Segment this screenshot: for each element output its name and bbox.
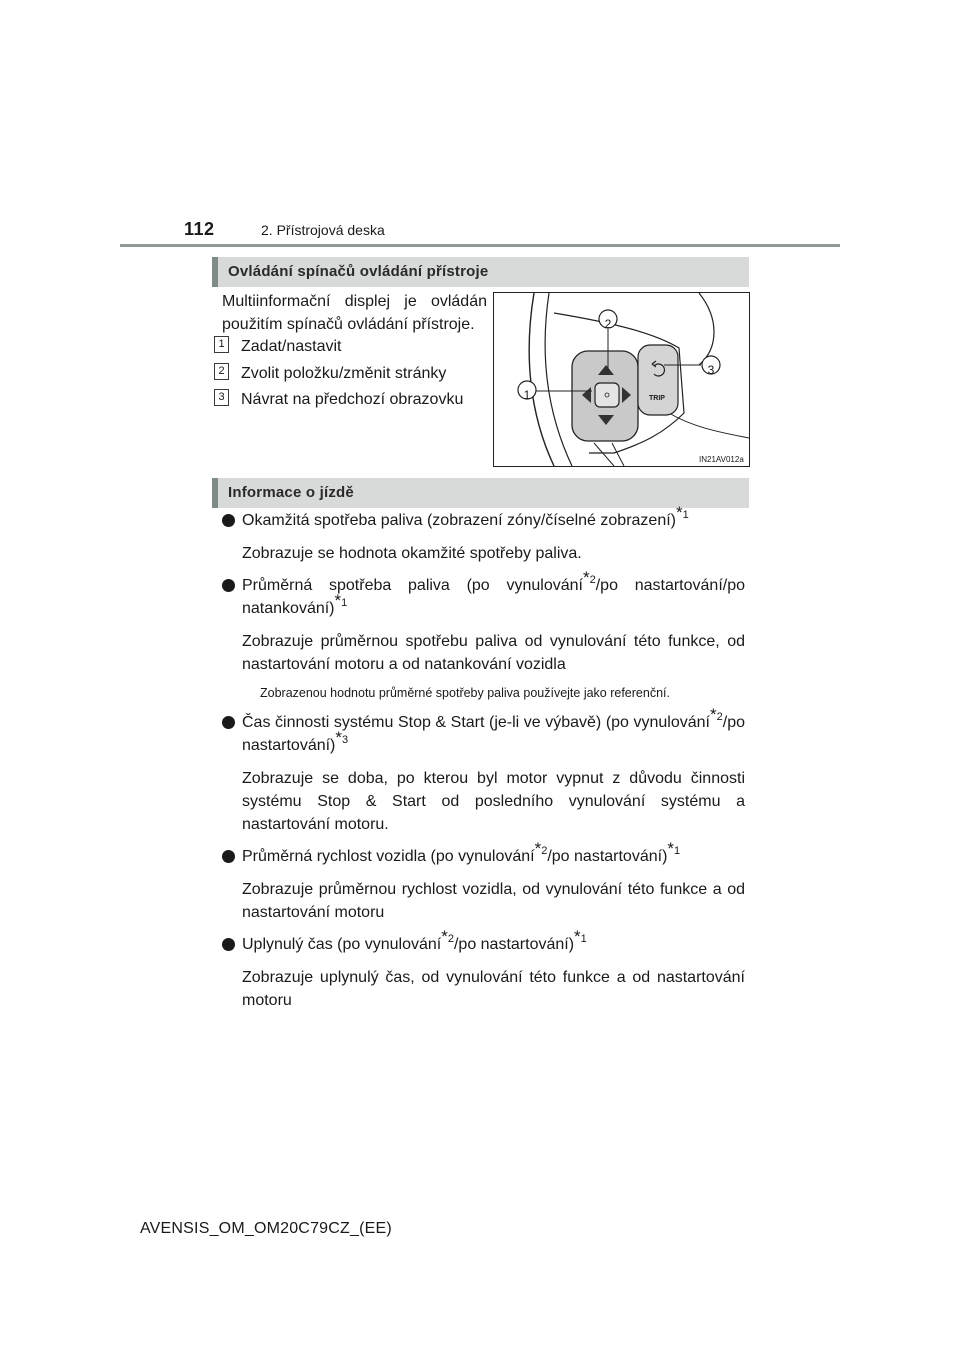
bullet-icon — [222, 579, 235, 592]
figure-callout-3: 3 — [707, 363, 715, 377]
section-heading-instrument-switches — [212, 257, 749, 287]
page-number: 112 — [184, 219, 215, 239]
bullet-description: Zobrazuje se doba, po kterou byl motor vypnut z důvodu činnosti systému Stop & Start od posledního vynulování systému a nastartování motoru. — [242, 770, 745, 833]
bullet-description: Zobrazuje se hodnota okamžité spotřeby paliva. — [242, 545, 582, 562]
bullet-description: Zobrazuje uplynulý čas, od vynulování této funkce a od nastartování motoru — [242, 969, 745, 1009]
list-item-instant-fuel: Okamžitá spotřeba paliva (zobrazení zóny/číselné zobrazení)$^{*1}$ Zobrazuje se hodnota okamžité spotřeby paliva. — [222, 509, 745, 565]
figure-callout-2: 2 — [604, 317, 612, 331]
figure-code: IN21AV012a — [699, 455, 744, 464]
steering-switch-drawing — [494, 293, 749, 466]
bullet-description: Zobrazuje průměrnou spotřebu paliva od vynulování této funkce, od nastartování motoru a od natankování vozidla — [242, 633, 745, 673]
enter-button — [595, 383, 619, 407]
item-label: Návrat na předchozí obrazovku — [241, 391, 464, 408]
document-code: AVENSIS_OM_OM20C79CZ_(EE) — [140, 1220, 392, 1237]
list-item-average-speed: Průměrná rychlost vozidla (po vynulování$^{*2}$/po nastartování)$^{*1}$ Zobrazuje průměrnou rychlost vozidla, od vynulování této funkce a od nastartování motoru — [222, 845, 745, 924]
trip-info-list — [222, 502, 746, 1021]
chapter-title: 2. Přístrojová deska — [261, 222, 385, 238]
bullet-title: Průměrná rychlost vozidla (po vynulování — [242, 848, 535, 865]
bullet-title: Okamžitá spotřeba paliva (zobrazení zóny/číselné zobrazení) — [242, 512, 676, 529]
bullet-title: Čas činnosti systému Stop & Start (je-li ve výbavě) (po vynulování — [242, 714, 710, 731]
bullet-title: Uplynulý čas (po vynulování — [242, 936, 442, 953]
figure-callout-1: 1 — [523, 388, 531, 402]
intro-text: Multiinformační displej je ovládán použitím spínačů ovládání přístroje. — [222, 293, 487, 333]
section-title: Ovládání spínačů ovládání přístroje — [228, 263, 489, 280]
bullet-title: Průměrná spotřeba paliva (po vynulování — [242, 577, 583, 594]
list-item-average-fuel: Průměrná spotřeba paliva (po vynulování$^{*2}$/po nastartování/po natankování)$^{*1}$ Zobrazuje průměrnou spotřebu paliva od vynulování této funkce, od nastartování motoru a od natankování vozidla Zobrazenou hodnotu průměrné spotřeby paliva používejte jako referenční. — [222, 574, 745, 702]
bullet-icon — [222, 938, 235, 951]
bullet-icon — [222, 514, 235, 527]
item-label: Zadat/nastavit — [241, 338, 342, 355]
numbered-item-3 — [214, 390, 463, 410]
bullet-icon — [222, 850, 235, 863]
section-heading-trip-information — [212, 478, 749, 508]
bullet-icon — [222, 716, 235, 729]
numbered-item-1 — [214, 337, 342, 357]
trip-button-label: TRIP — [649, 395, 665, 402]
callout-number: 2 — [214, 363, 229, 380]
numbered-item-2 — [214, 364, 446, 384]
header-rule — [120, 244, 840, 247]
list-item-stop-start-time: Čas činnosti systému Stop & Start (je-li ve výbavě) (po vynulování$^{*2}$/po nastartování)$^{*3}$ Zobrazuje se doba, po kterou byl motor vypnut z důvodu činnosti systému Stop & Start od posledního vynulování systému a nastartování motoru. — [222, 711, 745, 836]
callout-number: 1 — [214, 336, 229, 353]
bullet-description: Zobrazuje průměrnou rychlost vozidla, od vynulování této funkce a od nastartování motoru — [242, 881, 745, 921]
list-item-elapsed-time: Uplynulý čas (po vynulování$^{*2}$/po nastartování)$^{*1}$ Zobrazuje uplynulý čas, od vynulování této funkce a od nastartování motoru — [222, 933, 745, 1012]
section-title: Informace o jízdě — [228, 484, 354, 501]
item-label: Zvolit položku/změnit stránky — [241, 365, 447, 382]
callout-number: 3 — [214, 389, 229, 406]
bullet-note: Zobrazenou hodnotu průměrné spotřeby paliva používejte jako referenční. — [260, 686, 670, 700]
steering-switch-illustration — [493, 292, 750, 467]
